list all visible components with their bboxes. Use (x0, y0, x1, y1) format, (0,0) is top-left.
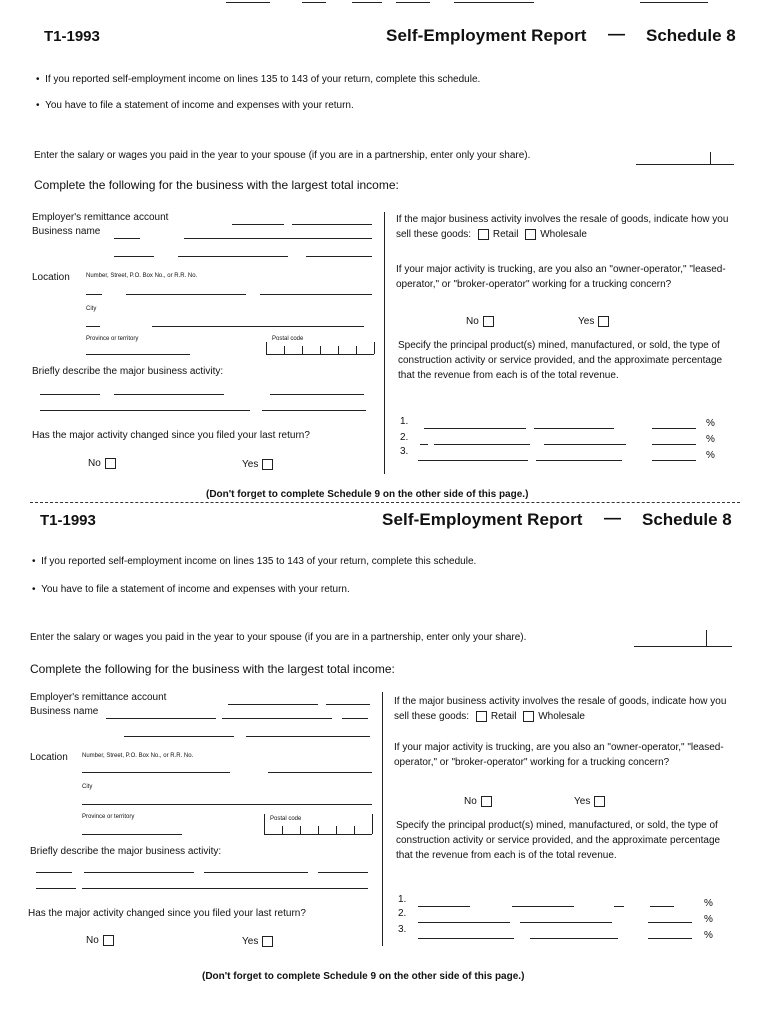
describe-activity-field-2[interactable] (114, 394, 224, 395)
changed-yes-option[interactable] (242, 936, 277, 947)
no-label: No (464, 796, 477, 808)
no-checkbox[interactable] (105, 458, 116, 469)
form-code: T1-1993 (40, 512, 96, 529)
street-field[interactable] (86, 294, 102, 295)
describe-activity-field-3[interactable] (270, 394, 364, 395)
province-label: Province or territory (82, 814, 135, 820)
describe-activity-label: Briefly describe the major business activity: (32, 366, 224, 377)
describe-activity-field[interactable] (40, 394, 100, 395)
trucking-yes-checkbox[interactable] (598, 316, 609, 327)
schedule-8-form-top (0, 16, 770, 496)
bullet-text: If you reported self-employment income on lines 135 to 143 of your return, complete this schedule. (45, 74, 481, 85)
city-label: City (82, 784, 93, 790)
product-2-field[interactable] (418, 922, 510, 923)
no-label: No (88, 458, 101, 470)
percent-sign: % (706, 434, 715, 445)
business-name-field-2[interactable] (222, 718, 332, 719)
product-2-field-2[interactable] (520, 922, 612, 923)
product-2-percent[interactable] (652, 444, 696, 445)
trucking-no-option[interactable] (464, 796, 496, 807)
schedule-label: Schedule 8 (642, 510, 732, 529)
schedule-8-form-bottom (0, 496, 770, 976)
describe-activity-field-4[interactable] (318, 872, 368, 873)
city-label: City (86, 306, 97, 312)
changed-yes-option[interactable] (242, 459, 277, 470)
business-name-label: Business name (32, 226, 101, 237)
percent-sign: % (706, 418, 715, 429)
business-name-label: Business name (30, 706, 99, 717)
province-field[interactable] (86, 354, 190, 355)
employer-account-field-2[interactable] (292, 224, 372, 225)
bullet-text: You have to file a statement of income and expenses with your return. (45, 100, 354, 111)
yes-checkbox[interactable] (262, 936, 273, 947)
no-checkbox[interactable] (103, 935, 114, 946)
yes-checkbox[interactable] (262, 459, 273, 470)
product-2-percent[interactable] (648, 922, 692, 923)
product-1-field-3[interactable] (614, 906, 624, 907)
street-label: Number, Street, P.O. Box No., or R.R. No. (86, 273, 198, 279)
city-field-2[interactable] (152, 326, 364, 327)
trucking-question: If your major activity is trucking, are you also an "owner-operator," "leased-operator," or "broker-operator" working for a trucking concern? (396, 264, 726, 290)
trucking-yes-option[interactable] (574, 796, 609, 807)
complete-instruction: Complete the following for the business with the largest total income: (30, 662, 395, 676)
describe-activity-field[interactable] (36, 872, 72, 873)
percent-sign: % (706, 450, 715, 461)
employer-account-label: Employer's remittance account (32, 212, 169, 223)
wholesale-checkbox[interactable] (525, 229, 536, 240)
yes-label: Yes (574, 796, 591, 808)
product-item-number: 1. (398, 894, 407, 905)
postal-code-label: Postal code (270, 816, 302, 822)
retail-checkbox[interactable] (478, 229, 489, 240)
salary-field[interactable] (636, 164, 734, 165)
product-1-field-2[interactable] (534, 428, 614, 429)
describe-activity-field-2[interactable] (84, 872, 194, 873)
employer-account-field[interactable] (228, 704, 318, 705)
yes-label: Yes (242, 459, 259, 471)
column-divider (384, 212, 385, 474)
trucking-no-checkbox[interactable] (483, 316, 494, 327)
title-dash: — (608, 24, 625, 43)
bullet-text: You have to file a statement of income and expenses with your return. (41, 584, 350, 595)
activity-changed-label: Has the major activity changed since you filed your last return? (32, 430, 310, 441)
trucking-yes-option[interactable] (578, 316, 613, 327)
location-label: Location (32, 272, 70, 283)
street-field-2[interactable] (268, 772, 372, 773)
employer-account-field[interactable] (232, 224, 284, 225)
business-name-field[interactable] (114, 238, 140, 239)
resale-question (396, 212, 736, 242)
product-3-field-2[interactable] (536, 460, 622, 461)
postal-code-label: Postal code (272, 336, 304, 342)
business-name-field-3[interactable] (342, 718, 368, 719)
employer-account-field-2[interactable] (326, 704, 370, 705)
title-dash: — (604, 508, 621, 527)
product-3-percent[interactable] (652, 460, 696, 461)
city-field[interactable] (82, 804, 372, 805)
form-title: Self-Employment Report (382, 510, 583, 529)
province-field[interactable] (82, 834, 182, 835)
resale-text: If the major business activity involves the resale of goods, indicate how you sell these goods: (394, 696, 727, 722)
product-1-percent[interactable] (652, 428, 696, 429)
product-item-number: 1. (400, 416, 409, 427)
wholesale-checkbox[interactable] (523, 711, 534, 722)
complete-instruction: Complete the following for the business with the largest total income: (34, 178, 399, 192)
product-2-field[interactable] (420, 444, 428, 445)
salary-instruction: Enter the salary or wages you paid in the year to your spouse (if you are in a partnership, enter only your share). (30, 632, 527, 643)
form-code: T1-1993 (44, 28, 100, 45)
describe-activity-label: Briefly describe the major business activity: (30, 846, 222, 857)
business-name-field-2[interactable] (184, 238, 372, 239)
product-3-field-2[interactable] (530, 938, 618, 939)
no-label: No (86, 935, 99, 947)
bullet-text: If you reported self-employment income on lines 135 to 143 of your return, complete this schedule. (41, 556, 477, 567)
product-1-percent[interactable] (650, 906, 674, 907)
schedule-9-reminder: (Don't forget to complete Schedule 9 on the other side of this page.) (202, 971, 525, 982)
resale-text: If the major business activity involves the resale of goods, indicate how you sell these goods: (396, 214, 729, 240)
street-field-2[interactable] (126, 294, 246, 295)
product-3-percent[interactable] (648, 938, 692, 939)
product-1-field[interactable] (424, 428, 526, 429)
wholesale-label: Wholesale (538, 711, 585, 722)
product-2-field-3[interactable] (544, 444, 626, 445)
bullet-item: • If you reported self-employment income on lines 135 to 143 of your return, complete this schedule. (32, 556, 477, 567)
product-3-field[interactable] (418, 938, 514, 939)
percent-sign: % (704, 898, 713, 909)
column-divider (382, 692, 383, 946)
schedule-9-reminder: (Don't forget to complete Schedule 9 on the other side of this page.) (206, 489, 529, 500)
postal-code-field[interactable] (264, 834, 372, 835)
street-field[interactable] (82, 772, 230, 773)
bullet-item: • You have to file a statement of income and expenses with your return. (36, 100, 354, 111)
product-item-number: 3. (400, 446, 409, 457)
trucking-no-option[interactable] (466, 316, 498, 327)
location-label: Location (30, 752, 68, 763)
salary-field[interactable] (634, 646, 732, 647)
product-item-number: 2. (400, 432, 409, 443)
form-title: Self-Employment Report (386, 26, 587, 45)
street-label: Number, Street, P.O. Box No., or R.R. No. (82, 753, 194, 759)
percent-sign: % (704, 930, 713, 941)
product-1-field-2[interactable] (512, 906, 574, 907)
bullet-item: • You have to file a statement of income and expenses with your return. (32, 584, 350, 595)
activity-changed-label: Has the major activity changed since you filed your last return? (28, 908, 306, 919)
wholesale-label: Wholesale (540, 229, 587, 240)
product-1-field[interactable] (418, 906, 470, 907)
province-label: Province or territory (86, 336, 139, 342)
product-2-field-2[interactable] (434, 444, 530, 445)
yes-label: Yes (578, 316, 595, 328)
resale-question (394, 694, 734, 724)
percent-sign: % (704, 914, 713, 925)
street-field-3[interactable] (260, 294, 372, 295)
schedule-label: Schedule 8 (646, 26, 736, 45)
business-name-field[interactable] (106, 718, 216, 719)
postal-code-field[interactable] (266, 354, 374, 355)
yes-label: Yes (242, 936, 259, 948)
trucking-yes-checkbox[interactable] (594, 796, 605, 807)
retail-label: Retail (492, 229, 519, 240)
retail-label: Retail (490, 711, 517, 722)
product-item-number: 2. (398, 908, 407, 919)
employer-account-label: Employer's remittance account (30, 692, 167, 703)
bullet-item: • If you reported self-employment income on lines 135 to 143 of your return, complete this schedule. (36, 74, 481, 85)
specify-products-text: Specify the principal product(s) mined, manufactured, or sold, the type of construction activity or service provided, and the approximate percentage that the revenue from each is of the total revenue. (398, 340, 723, 381)
trucking-question: If your major activity is trucking, are you also an "owner-operator," "leased-operator," or "broker-operator" working for a trucking concern? (394, 742, 724, 768)
product-item-number: 3. (398, 924, 407, 935)
product-3-field[interactable] (418, 460, 528, 461)
city-field[interactable] (86, 326, 100, 327)
salary-instruction: Enter the salary or wages you paid in the year to your spouse (if you are in a partnership, enter only your share). (34, 150, 531, 161)
trucking-no-checkbox[interactable] (481, 796, 492, 807)
specify-products-text: Specify the principal product(s) mined, manufactured, or sold, the type of construction activity or service provided, and the approximate percentage that the revenue from each is of the total revenue. (396, 820, 721, 861)
retail-checkbox[interactable] (476, 711, 487, 722)
no-label: No (466, 316, 479, 328)
describe-activity-field-3[interactable] (204, 872, 308, 873)
changed-no-option[interactable] (86, 935, 118, 946)
changed-no-option[interactable] (88, 458, 120, 469)
